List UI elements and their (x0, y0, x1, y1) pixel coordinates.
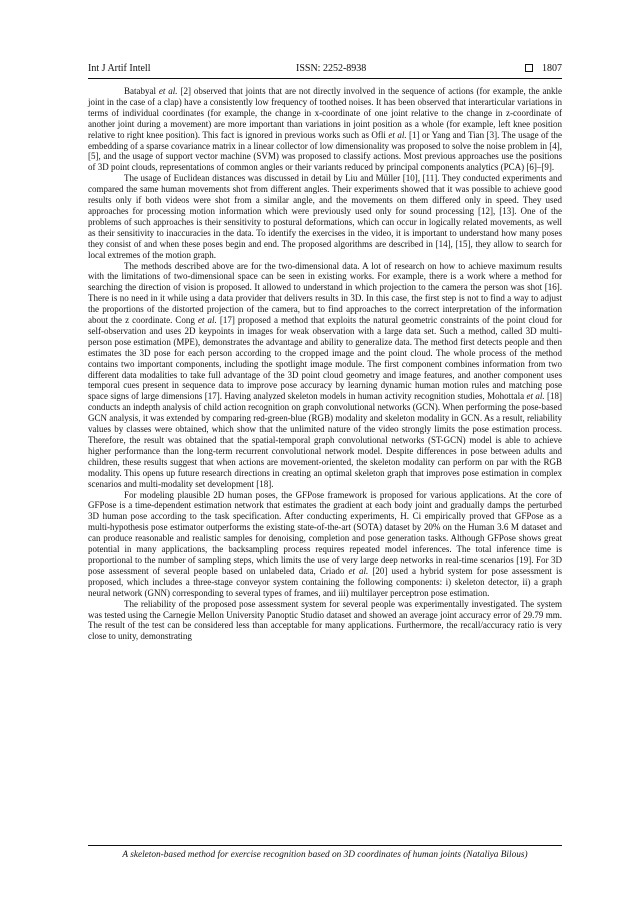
journal-name: Int J Artif Intell (88, 63, 151, 74)
body-text (88, 86, 562, 642)
footer-rule (88, 845, 562, 846)
header-rule (88, 78, 562, 79)
paragraph-4: For modeling plausible 2D human poses, the GFPose framework is proposed for various applications. At the core of GFPose is a time-dependent estimation network that estimates the gradient at each body joint and gradually damps the perturbed 3D human pose according to the task specification. After conducting experiments, H. Ci empirically proved that GFPose as a multi-hypothesis pose estimator outperforms the existing state-of-the-art (SOTA) dataset by 20% on the Human 3.6 M dataset and can produce reasonable and realistic samples for denoising, completion and pose generation tasks. Although GFPose shows great potential in many applications, the backsampling process requires repeated model inferences. The total inference time is proportional to the number of sampling steps, which limits the use of very large deep networks in real-time scenarios [19]. For 3D pose assessment of several people based on unlabeled data, Criado et al. [20] used a hybrid system for pose assessment is proposed, which includes a three-stage conveyor system containing the following components: i) skeleton detector, ii) a graph neural network (GNN) corresponding to several types of frames, and iii) multilayer perceptron pose estimation. (88, 489, 562, 598)
running-footer: A skeleton-based method for exercise recognition based on 3D coordinates of human joints (Nataliya Bilous) (122, 850, 528, 860)
issn: ISSN: 2252-8938 (296, 63, 367, 74)
running-header (88, 62, 562, 76)
paragraph-1: Batabyal et al. [2] observed that joints that are not directly involved in the sequence of actions (for example, the ankle joint in the case of a clap) have a consistently low frequency of toothed noises. It has been observed that interarticular variations in terms of individual coordinates (for example, the change in x-coordinate of one joint relative to the change in z-coordinate of another joint during a movement) are more important than variations in joint position as a whole (for example, left knee position relative to right knee position). This fact is ignored in previous works such as Ofli et al. [1] or Yang and Tian [3]. The usage of the embedding of a sparse covariance matrix in a linear collector of low dimensionality was proposed to solve the noise problem in [4], [5], and the usage of support vector machine (SVM) was proposed to classify actions. Most previous approaches use the positions of 3D point clouds, representations of common angles or their variants reduced by principal components analytics (PCA) [6]–[9]. (88, 86, 562, 173)
paragraph-2: The usage of Euclidean distances was discussed in detail by Liu and Müller [10], [11]. They conducted experiments and compared the same human movements shot from different angles. Their experiments showed that it was possible to achieve good results only if both videos were shot from a similar angle, and the movements on them differed only in speed. They used approaches for processing motion information which were previously used only for sound processing [12], [13]. One of the problems of such approaches is their sensitivity to postural deformations, which can occur in logically related movements, as well as their sensitivity to inaccuracies in the data. To identify the exercises in the video, it is important to understand how many poses they consist of and when these poses begin and end. The proposed algorithms are described in [14], [15], they allow to search for local extremes of the motion graph. (88, 173, 562, 260)
page-number: 1807 (542, 63, 562, 74)
paragraph-5: The reliability of the proposed pose assessment system for several people was experimentally investigated. The system was tested using the Carnegie Mellon University Panoptic Studio dataset and showed an average joint accuracy error of 29.79 mm. The result of the test can be considered less than acceptable for many applications. Furthermore, the recall/accuracy ratio is very close to unity, demonstrating (88, 598, 562, 642)
paragraph-3: The methods described above are for the two-dimensional data. A lot of research on how to achieve maximum results with the limitations of two-dimensional space can be seen in existing works. For example, there is a work where a method for searching the direction of vision is proposed. It allowed to understand in which projection to the camera the person was shot [16]. There is no need in it while using a data provider that delivers results in 3D. In this case, the first step is not to find a way to adjust the proportions of the distorted projection of the camera, but to find approaches to the correct interpretation of the information about the z coordinate. Cong et al. [17] proposed a method that exploits the natural geometric constraints of the point cloud for self-observation and uses 2D keypoints in images for weak observation with a large data set. Such a method, called 3D multi-person pose estimation (MPE), demonstrates the advantage and ability to generalize data. The method first detects people and then estimates the 3D pose for each person according to the cropped image and the point cloud. The whole process of the method contains two important components, including the spotlight image module. The first component combines information from two different data modalities to take full advantage of the 3D point cloud geometry and image features, and another component uses temporal cues present in sequence data to improve pose accuracy by learning dynamic human motion rules and matching pose space signs of large dimensions [17]. Having analyzed skeleton models in human activity recognition studies, Mohottala et al. [18] conducts an indepth analysis of child action recognition on graph convolutional networks (GCN). When performing the pose-based GCN analysis, it was extended by comparing red-green-blue (RGB) modality and skeleton modality in GCN. As a result, reliability values by classes were obtained, which show that the unlimited nature of the video strongly limits the pose estimation process. Therefore, the result was obtained that the spatial-temporal graph convolutional networks (ST-GCN) model is able to achieve higher performance than the long-term recurrent convolutional network model. Despite differences in pose between adults and children, these results suggest that when actions are movement-oriented, the skeleton modality can perform on par with the RGB modality. This opens up future research directions in creating an optimal skeleton graph that improves pose estimation in complex scenarios and multi-modality set development [18]. (88, 260, 562, 489)
checkbox-square-icon (525, 64, 533, 72)
